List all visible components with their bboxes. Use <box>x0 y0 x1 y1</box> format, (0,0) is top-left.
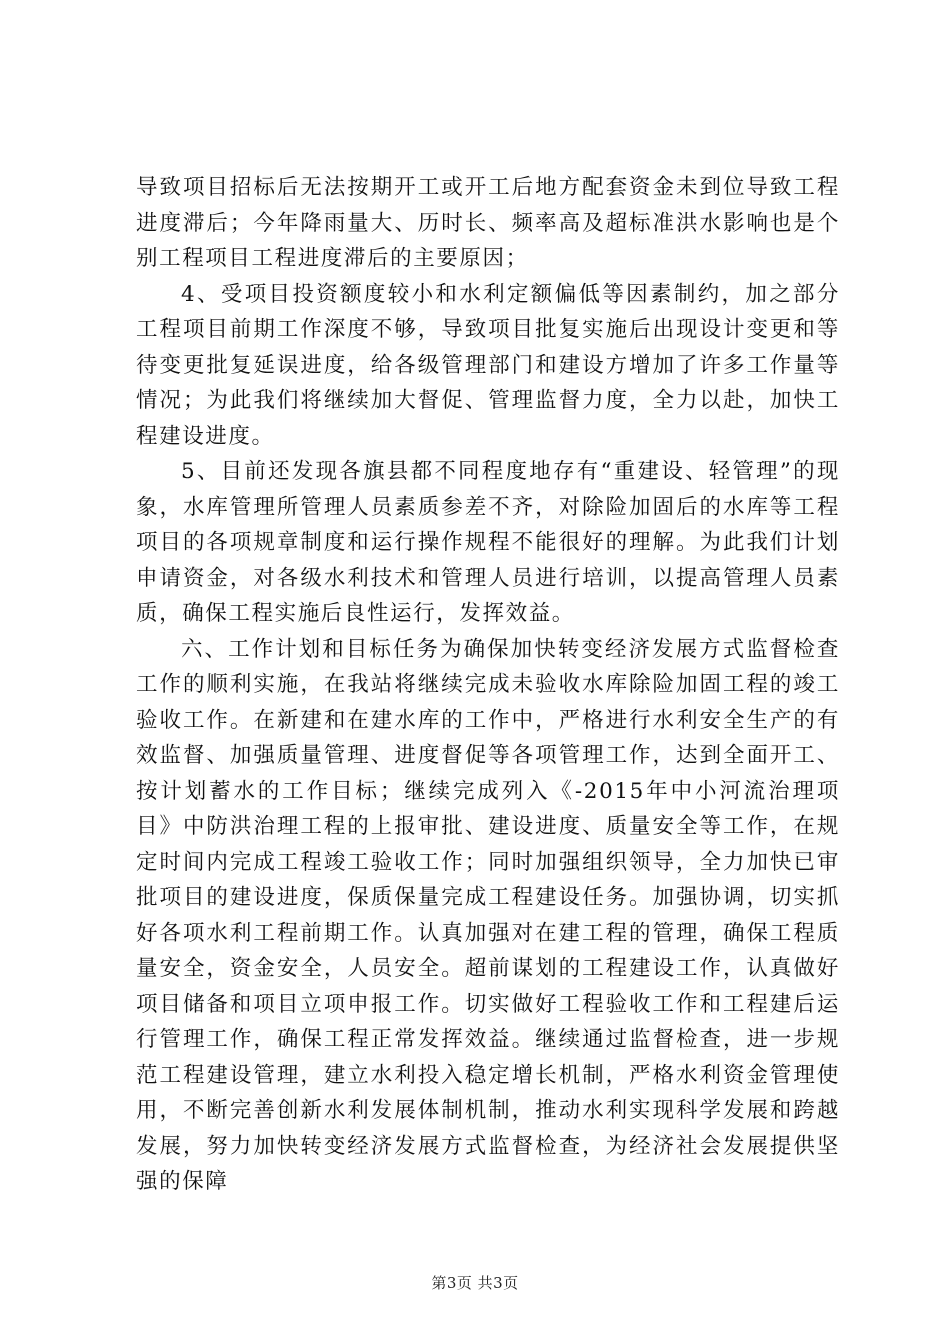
paragraph-item-4: 4、受项目投资额度较小和水利定额偏低等因素制约，加之部分工程项目前期工作深度不够，导致项目批复实施后出现设计变更和等待变更批复延误进度，给各级管理部门和建设方增加了许多工作量等情况；为此我们将继续加大督促、管理监督力度，全力以赴，加快工程建设进度。 <box>136 281 840 449</box>
document-body <box>136 170 840 1200</box>
paragraph-continuation: 导致项目招标后无法按期开工或开工后地方配套资金未到位导致工程进度滞后；今年降雨量大、历时长、频率高及超标准洪水影响也是个别工程项目工程进度滞后的主要原因； <box>136 175 840 271</box>
paragraph-section-6: 六、工作计划和目标任务为确保加快转变经济发展方式监督检查工作的顺利实施，在我站将继续完成未验收水库除险加固工程的竣工验收工作。在新建和在建水库的工作中，严格进行水利安全生产的有效监督、加强质量管理、进度督促等各项管理工作，达到全面开工、按计划蓄水的工作目标；继续完成列入《-2015年中小河流治理项目》中防洪治理工程的上报审批、建设进度、质量安全等工作，在规定时间内完成工程竣工验收工作；同时加强组织领导，全力加快已审批项目的建设进度，保质保量完成工程建设任务。加强协调，切实抓好各项水利工程前期工作。认真加强对在建工程的管理，确保工程质量安全，资金安全，人员安全。超前谋划的工程建设工作，认真做好项目储备和项目立项申报工作。切实做好工程验收工作和工程建后运行管理工作，确保工程正常发挥效益。继续通过监督检查，进一步规范工程建设管理，建立水利投入稳定增长机制，严格水利资金管理使用，不断完善创新水利发展体制机制，推动水利实现科学发展和跨越发展，努力加快转变经济发展方式监督检查，为经济社会发展提供坚强的保障 <box>136 636 840 1194</box>
paragraph-item-5: 5、目前还发现各旗县都不同程度地存有“重建设、轻管理”的现象，水库管理所管理人员素质参差不齐，对除险加固后的水库等工程项目的各项规章制度和运行操作规程不能很好的理解。为此我们计划申请资金，对各级水利技术和管理人员进行培训，以提高管理人员素质，确保工程实施后良性运行，发挥效益。 <box>136 459 840 626</box>
page-footer: 第3页 共3页 <box>431 1274 519 1292</box>
